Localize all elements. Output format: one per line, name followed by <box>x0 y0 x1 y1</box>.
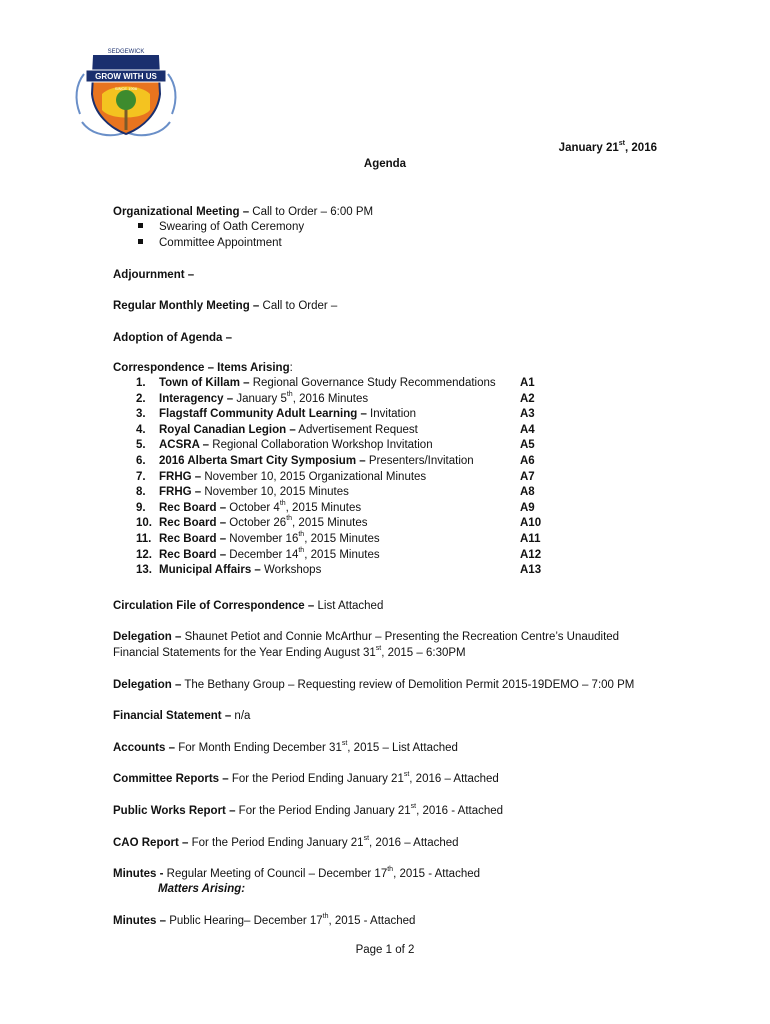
minutes-regular <box>113 868 480 880</box>
minutes2-heading: Minutes – <box>113 915 167 927</box>
date-suffix: st <box>618 140 626 147</box>
logo-sub-text: SINCE 1906 <box>114 86 138 91</box>
item-text <box>159 564 321 576</box>
bullet-square-icon <box>138 239 143 244</box>
minutes2-sup: th <box>322 913 329 920</box>
organizational-bullets <box>138 221 304 252</box>
item-number: 6. <box>136 454 146 467</box>
organizational-heading: Organizational Meeting – <box>113 206 250 218</box>
item-desc-tail: , 2015 Minutes <box>292 517 368 530</box>
item-number: 9. <box>136 501 146 514</box>
item-desc: Regional Governance Study Recommendations <box>249 377 496 389</box>
item-org: 2016 Alberta Smart City Symposium – <box>159 454 366 467</box>
adoption-of-agenda <box>113 332 232 344</box>
item-number: 1. <box>136 377 146 389</box>
logo-banner-text: GROW WITH US <box>95 72 157 81</box>
item-code: A7 <box>520 470 535 483</box>
item-org: ACSRA – <box>159 439 210 452</box>
accounts-a: For Month Ending December 31 <box>175 742 342 754</box>
regular-meeting <box>113 300 337 312</box>
correspondence-item <box>113 377 553 393</box>
committee-sup: st <box>403 771 410 778</box>
committee-b: , 2016 – Attached <box>409 773 499 785</box>
delegation1-line1: Shaunet Petiot and Connie McArthur – Presenting the Recreation Centre’s Unaudited <box>181 631 620 643</box>
accounts <box>113 742 458 754</box>
cao-sup: st <box>363 835 370 842</box>
item-code: A4 <box>520 423 535 436</box>
item-number: 4. <box>136 423 146 436</box>
item-code: A11 <box>520 532 541 545</box>
item-org: FRHG – <box>159 486 202 499</box>
delegation1-sup: st <box>375 645 382 652</box>
regular-rest: Call to Order – <box>259 300 338 312</box>
minutes1-b: , 2015 - Attached <box>393 868 481 880</box>
item-number: 5. <box>136 439 146 452</box>
item-desc: November 16 <box>226 532 299 545</box>
item-number: 11. <box>136 532 152 545</box>
item-text <box>159 439 433 451</box>
delegation2-rest: The Bethany Group – Requesting review of Demolition Permit 2015-19DEMO – 7:00 PM <box>181 679 635 691</box>
minutes-public-hearing <box>113 915 415 927</box>
delegation2-heading: Delegation – <box>113 679 182 691</box>
item-text <box>159 455 474 467</box>
item-code: A12 <box>520 548 542 561</box>
item-code: A5 <box>520 439 535 452</box>
publicworks-heading: Public Works Report – <box>113 805 236 817</box>
delegation1-heading: Delegation – <box>113 631 182 643</box>
correspondence-item <box>113 455 553 471</box>
item-desc-tail: , 2015 Minutes <box>304 532 380 545</box>
logo-top-text: SEDGEWICK <box>107 49 145 55</box>
correspondence-item <box>113 408 553 424</box>
item-desc: Presenters/Invitation <box>365 454 474 467</box>
date-year: , 2016 <box>625 142 657 154</box>
committee-a: For the Period Ending January 21 <box>228 773 404 785</box>
correspondence-item <box>113 424 553 440</box>
correspondence-item <box>113 546 553 565</box>
accounts-sup: st <box>341 740 348 747</box>
item-desc: November 10, 2015 Minutes <box>201 486 349 499</box>
correspondence-item <box>113 471 553 487</box>
item-org: Rec Board – <box>159 532 227 545</box>
item-desc: Regional Collaboration Workshop Invitation <box>209 439 433 452</box>
item-org: Interagency – <box>159 392 234 405</box>
correspondence-item <box>113 517 553 533</box>
cao-a: For the Period Ending January 21 <box>188 837 364 849</box>
bullet-text: Swearing of Oath Ceremony <box>159 221 305 233</box>
financial-rest: n/a <box>231 710 251 722</box>
item-text <box>159 486 349 498</box>
item-org: Town of Killam – <box>159 377 250 389</box>
item-code: A3 <box>520 408 535 421</box>
item-desc: October 4 <box>226 501 280 514</box>
item-code: A10 <box>520 517 542 530</box>
public-works-report <box>113 805 503 817</box>
agenda-date <box>559 142 657 154</box>
item-code: A13 <box>520 564 542 577</box>
regular-heading: Regular Monthly Meeting – <box>113 300 260 312</box>
minutes2-a: Public Hearing– December 17 <box>166 915 323 927</box>
item-code: A8 <box>520 486 535 499</box>
item-sup: th <box>298 546 305 554</box>
correspondence-item <box>113 486 553 502</box>
item-desc: Advertisement Request <box>295 423 418 436</box>
delegation-2 <box>113 679 634 691</box>
circulation-rest: List Attached <box>314 600 384 612</box>
delegation1-line2a: Financial Statements for the Year Ending August 31 <box>113 647 376 659</box>
item-number: 12. <box>136 548 152 561</box>
item-desc: October 26 <box>226 517 287 530</box>
item-org: Rec Board – <box>159 548 227 561</box>
committee-heading: Committee Reports – <box>113 773 229 785</box>
cao-b: , 2016 – Attached <box>369 837 459 849</box>
cao-heading: CAO Report – <box>113 837 189 849</box>
item-desc-tail: , 2015 Minutes <box>285 501 362 514</box>
minutes1-a: Regular Meeting of Council – December 17 <box>163 868 388 880</box>
matters-arising: Matters Arising: <box>158 883 246 895</box>
item-text <box>159 390 369 405</box>
correspondence-item <box>113 564 553 580</box>
item-org: Municipal Affairs – <box>159 564 261 577</box>
delegation-1-line2 <box>113 647 466 659</box>
minutes2-b: , 2015 - Attached <box>328 915 416 927</box>
accounts-b: , 2015 – List Attached <box>347 742 458 754</box>
circulation-heading: Circulation File of Correspondence – <box>113 600 315 612</box>
item-number: 2. <box>136 392 146 405</box>
item-text <box>159 517 367 529</box>
item-desc: November 10, 2015 Organizational Minutes <box>201 470 427 483</box>
correspondence-item <box>113 439 553 455</box>
item-text <box>159 471 426 483</box>
item-org: Royal Canadian Legion – <box>159 423 296 436</box>
minutes1-sup: th <box>387 866 394 873</box>
correspondence-item <box>113 390 553 409</box>
adjournment <box>113 269 194 281</box>
item-desc: December 14 <box>226 548 299 561</box>
item-sup: th <box>298 530 305 538</box>
bullet-item <box>138 237 304 253</box>
bullet-square-icon <box>138 223 143 228</box>
financial-heading: Financial Statement – <box>113 710 232 722</box>
item-org: FRHG – <box>159 470 202 483</box>
circulation-file <box>113 600 383 612</box>
item-text <box>159 377 496 389</box>
item-number: 8. <box>136 486 146 499</box>
item-org: Rec Board – <box>159 517 227 530</box>
item-number: 7. <box>136 470 146 483</box>
delegation1-line2b: , 2015 – 6:30PM <box>381 647 466 659</box>
item-code: A2 <box>520 392 535 405</box>
correspondence-item <box>113 530 553 549</box>
organizational-rest: Call to Order – 6:00 PM <box>249 206 374 218</box>
item-text <box>159 408 416 420</box>
item-text <box>159 546 380 561</box>
accounts-heading: Accounts – <box>113 742 175 754</box>
correspondence-heading <box>113 362 293 374</box>
item-number: 3. <box>136 408 146 421</box>
item-text <box>159 424 418 436</box>
page-title: Agenda <box>363 158 407 170</box>
correspondence-heading-text: Correspondence – Items Arising <box>113 362 290 374</box>
item-text <box>159 530 380 545</box>
item-desc: Workshops <box>260 564 322 577</box>
item-org: Flagstaff Community Adult Learning – <box>159 408 367 421</box>
item-text <box>159 499 362 514</box>
sedgewick-logo <box>72 44 180 140</box>
item-code: A6 <box>520 454 535 467</box>
cao-report <box>113 837 459 849</box>
delegation-1 <box>113 631 619 643</box>
item-sup: th <box>286 515 293 523</box>
item-code: A9 <box>520 501 535 514</box>
publicworks-b: , 2016 - Attached <box>416 805 504 817</box>
item-number: 10. <box>136 517 152 530</box>
publicworks-sup: st <box>410 803 417 810</box>
financial-statement <box>113 710 250 722</box>
adoption-heading: Adoption of Agenda – <box>113 332 233 344</box>
adjournment-heading: Adjournment – <box>113 269 195 281</box>
correspondence-colon: : <box>289 362 293 374</box>
correspondence-item <box>113 499 553 518</box>
organizational-meeting <box>113 206 373 218</box>
item-desc: January 5 <box>233 392 287 405</box>
item-desc-tail: , 2016 Minutes <box>292 392 369 405</box>
bullet-item <box>138 221 304 237</box>
minutes1-heading: Minutes - <box>113 868 164 880</box>
item-sup: th <box>286 390 293 398</box>
publicworks-a: For the Period Ending January 21 <box>235 805 411 817</box>
item-sup: th <box>279 499 286 507</box>
item-number: 13. <box>136 564 152 577</box>
item-org: Rec Board – <box>159 501 227 514</box>
page-number: Page 1 of 2 <box>355 944 415 956</box>
item-code: A1 <box>520 377 535 389</box>
committee-reports <box>113 773 499 785</box>
correspondence-list <box>113 377 553 580</box>
bullet-text: Committee Appointment <box>159 236 282 249</box>
item-desc-tail: , 2015 Minutes <box>304 548 380 561</box>
item-desc: Invitation <box>366 408 417 421</box>
date-prefix: January 21 <box>558 142 619 154</box>
